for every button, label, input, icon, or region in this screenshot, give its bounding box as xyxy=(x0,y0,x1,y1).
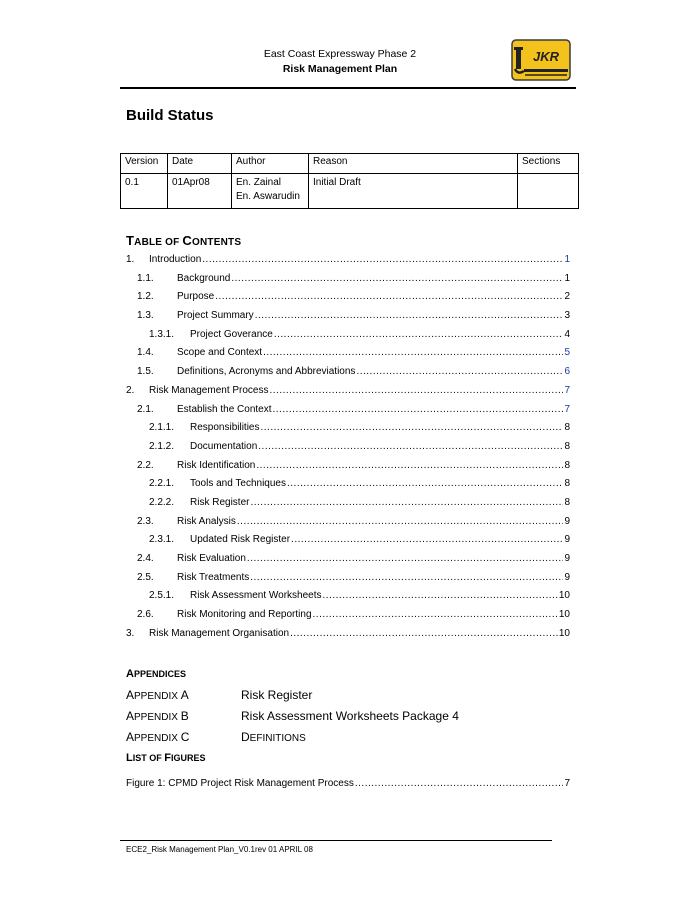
toc-entry-purpose[interactable]: 1.2. Purpose ..... 2 xyxy=(126,291,570,310)
footer-text: ECE2_Risk Management Plan_V0.1rev 01 APRIL 08 xyxy=(126,845,313,854)
appendix-a-title: Risk Register xyxy=(241,688,313,702)
toc-entry-project-summary[interactable]: 1.3. Project Summary ..... 3 xyxy=(126,310,570,329)
document-title: Risk Management Plan xyxy=(282,63,398,75)
footer-divider xyxy=(120,840,552,841)
logo-text: JKR xyxy=(532,49,560,64)
toc-entry-documentation[interactable]: 2.1.2. Documentation ..... 8 xyxy=(126,441,570,460)
author-2: En. Aswarudin xyxy=(236,191,300,202)
col-date: Date xyxy=(168,154,232,174)
toc-entry-risk-management-organisation[interactable]: 3. Risk Management Organisation ..... 10 xyxy=(126,628,570,647)
toc-entry-establish-context[interactable]: 2.1. Establish the Context ..... 7 xyxy=(126,404,570,423)
appendix-b[interactable]: APPENDIX B Risk Assessment Worksheets Package 4 xyxy=(126,709,459,723)
cell-sections xyxy=(518,174,579,209)
toc-entry-background[interactable]: 1.1. Background ..... 1 xyxy=(126,273,570,292)
col-reason: Reason xyxy=(309,154,518,174)
jkr-logo xyxy=(511,39,571,81)
toc-entry-risk-register[interactable]: 2.2.2. Risk Register ..... 8 xyxy=(126,497,570,516)
appendix-c[interactable]: APPENDIX C DEFINITIONS xyxy=(126,730,306,744)
author-1: En. Zainal xyxy=(236,177,282,188)
toc-entry-risk-assessment-worksheets[interactable]: 2.5.1. Risk Assessment Worksheets ..... 10 xyxy=(126,590,570,609)
toc-entry-risk-monitoring[interactable]: 2.6. Risk Monitoring and Reporting ..... 10 xyxy=(126,609,570,628)
figure-entry-1[interactable]: Figure 1: CPMD Project Risk Management Process ..... 7 xyxy=(126,778,570,789)
col-version: Version xyxy=(121,154,168,174)
cell-date: 01Apr08 xyxy=(168,174,232,209)
toc-entry-tools-techniques[interactable]: 2.2.1. Tools and Techniques ..... 8 xyxy=(126,478,570,497)
document-header xyxy=(200,47,480,77)
toc-entry-definitions[interactable]: 1.5. Definitions, Acronyms and Abbreviations ..... 6 xyxy=(126,366,570,385)
cell-reason: Initial Draft xyxy=(309,174,518,209)
list-of-figures-heading: LIST OF FIGURES xyxy=(126,752,206,764)
toc-entry-updated-risk-register[interactable]: 2.3.1. Updated Risk Register ..... 9 xyxy=(126,534,570,553)
project-name: East Coast Expressway Phase 2 xyxy=(263,48,417,60)
cell-version: 0.1 xyxy=(121,174,168,209)
build-status-table xyxy=(120,153,579,209)
toc-heading: TABLE OF CONTENTS xyxy=(126,233,242,248)
toc-entry-risk-evaluation[interactable]: 2.4. Risk Evaluation ..... 9 xyxy=(126,553,570,572)
cell-author xyxy=(232,174,309,209)
appendix-b-title: Risk Assessment Worksheets Package 4 xyxy=(241,709,459,723)
toc-entry-risk-identification[interactable]: 2.2. Risk Identification ..... 8 xyxy=(126,460,570,479)
build-status-heading: Build Status xyxy=(126,107,214,124)
toc-entry-responsibilities[interactable]: 2.1.1. Responsibilities ..... 8 xyxy=(126,422,570,441)
toc-entry-project-goverance[interactable]: 1.3.1. Project Goverance ..... 4 xyxy=(126,329,570,348)
toc-entry-risk-analysis[interactable]: 2.3. Risk Analysis ..... 9 xyxy=(126,516,570,535)
toc-entry-risk-treatments[interactable]: 2.5. Risk Treatments ..... 9 xyxy=(126,572,570,591)
col-author: Author xyxy=(232,154,309,174)
toc-entry-risk-management-process[interactable]: 2. Risk Management Process ..... 7 xyxy=(126,385,570,404)
appendix-c-title: DEFINITIONS xyxy=(241,730,306,744)
table-of-contents xyxy=(126,254,570,646)
header-divider xyxy=(120,87,576,89)
col-sections: Sections xyxy=(518,154,579,174)
table-header-row xyxy=(121,154,579,174)
toc-entry-introduction[interactable]: 1. Introduction ..... 1 xyxy=(126,254,570,273)
appendix-a[interactable]: APPENDIX A Risk Register xyxy=(126,688,313,702)
appendices-heading: APPENDICES xyxy=(126,668,186,680)
toc-entry-scope-context[interactable]: 1.4. Scope and Context ..... 5 xyxy=(126,347,570,366)
table-row xyxy=(121,174,579,209)
